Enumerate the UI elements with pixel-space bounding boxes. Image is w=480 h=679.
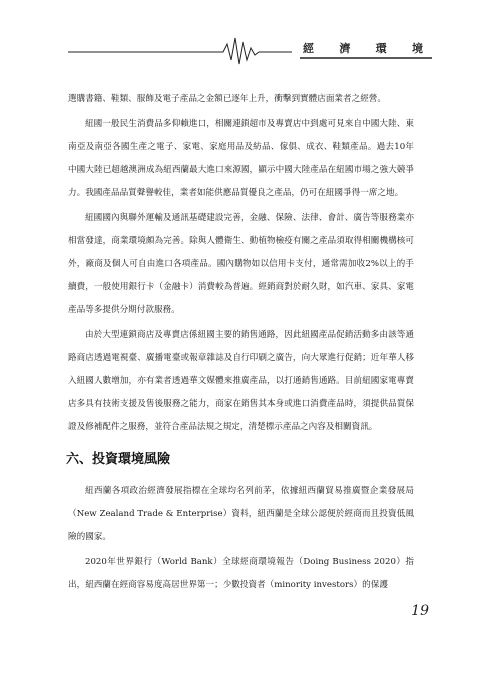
header-char: 經 [303, 42, 314, 55]
page-number: 19 [411, 603, 429, 619]
section-heading: 六、投資環境風險 [66, 452, 171, 467]
paragraph: 紐國一般民生消費品多仰賴進口，相關連鎖超市及專賣店中到處可見來自中國大陸、東南亞及南亞各國生產之電子、家電、家庭用品及紡品、傢俱、成衣、鞋類產品。過去10年中國大陸已超越澳洲成為紐西蘭最大進口來源國，顯示中國大陸產品在紐國市場之強大競爭力。我國產品品質聲譽較佳，業者如能供應品質優良之產品，仍可在紐國爭得一席之地。 [68, 119, 414, 198]
paragraph: 紐西蘭各項政治經濟發展指標在全球均名列前茅，依據紐西蘭貿易推廣暨企業發展局（New Zealand Trade & Enterprise）資料，紐西蘭是全球公認便於經商而且投資低風險的國家。 [68, 486, 414, 542]
header-title [303, 41, 423, 55]
header-char: 境 [411, 42, 423, 55]
header-char: 環 [375, 42, 387, 55]
paragraph: 2020年世界銀行（World Bank）全球經商環境報告（Doing Business 2020）指出，紐西蘭在經商容易度高居世界第一；少數投資者（minority investors）的保護 [68, 557, 414, 590]
header-char: 濟 [339, 42, 351, 55]
page-header [0, 30, 480, 70]
page-body [68, 88, 414, 597]
paragraph: 紐國國內與聯外運輸及通訊基礎建設完善，金融、保險、法律、會計、廣告等服務業亦相當發達，商業環境頗為完善。除與人體衛生、動植物檢疫有關之產品須取得相關機構核可外，廠商及個人可自由進口各項產品。國內購物如以信用卡支付，通常需加收2%以上的手續費，一般使用銀行卡（金融卡）消費較為普遍。經銷商對於耐久財，如汽車、家具、家電產品等多提供分期付款服務。 [68, 213, 414, 315]
paragraph: 由於大型連鎖商店及專賣店係紐國主要的銷售通路，因此紐國產品促銷活動多由該等通路商店透過電視臺、廣播電臺或報章雜誌及自行印刷之廣告，向大眾進行促銷；近年華人移入紐國人數增加，亦有業者透過華文媒體來推廣產品，以打通銷售通路。目前紐國家電專賣店多具有技術支援及售後服務之能力，商家在銷售其本身或進口消費產品時，須提供品質保證及修補配件之服務，並符合產品法規之規定，清楚標示產品之內容及相關資訊。 [68, 330, 414, 432]
paragraph: 選購書籍、鞋類、服飾及電子產品之金額已逐年上升，衝擊到實體店面業者之經營。 [68, 94, 386, 104]
